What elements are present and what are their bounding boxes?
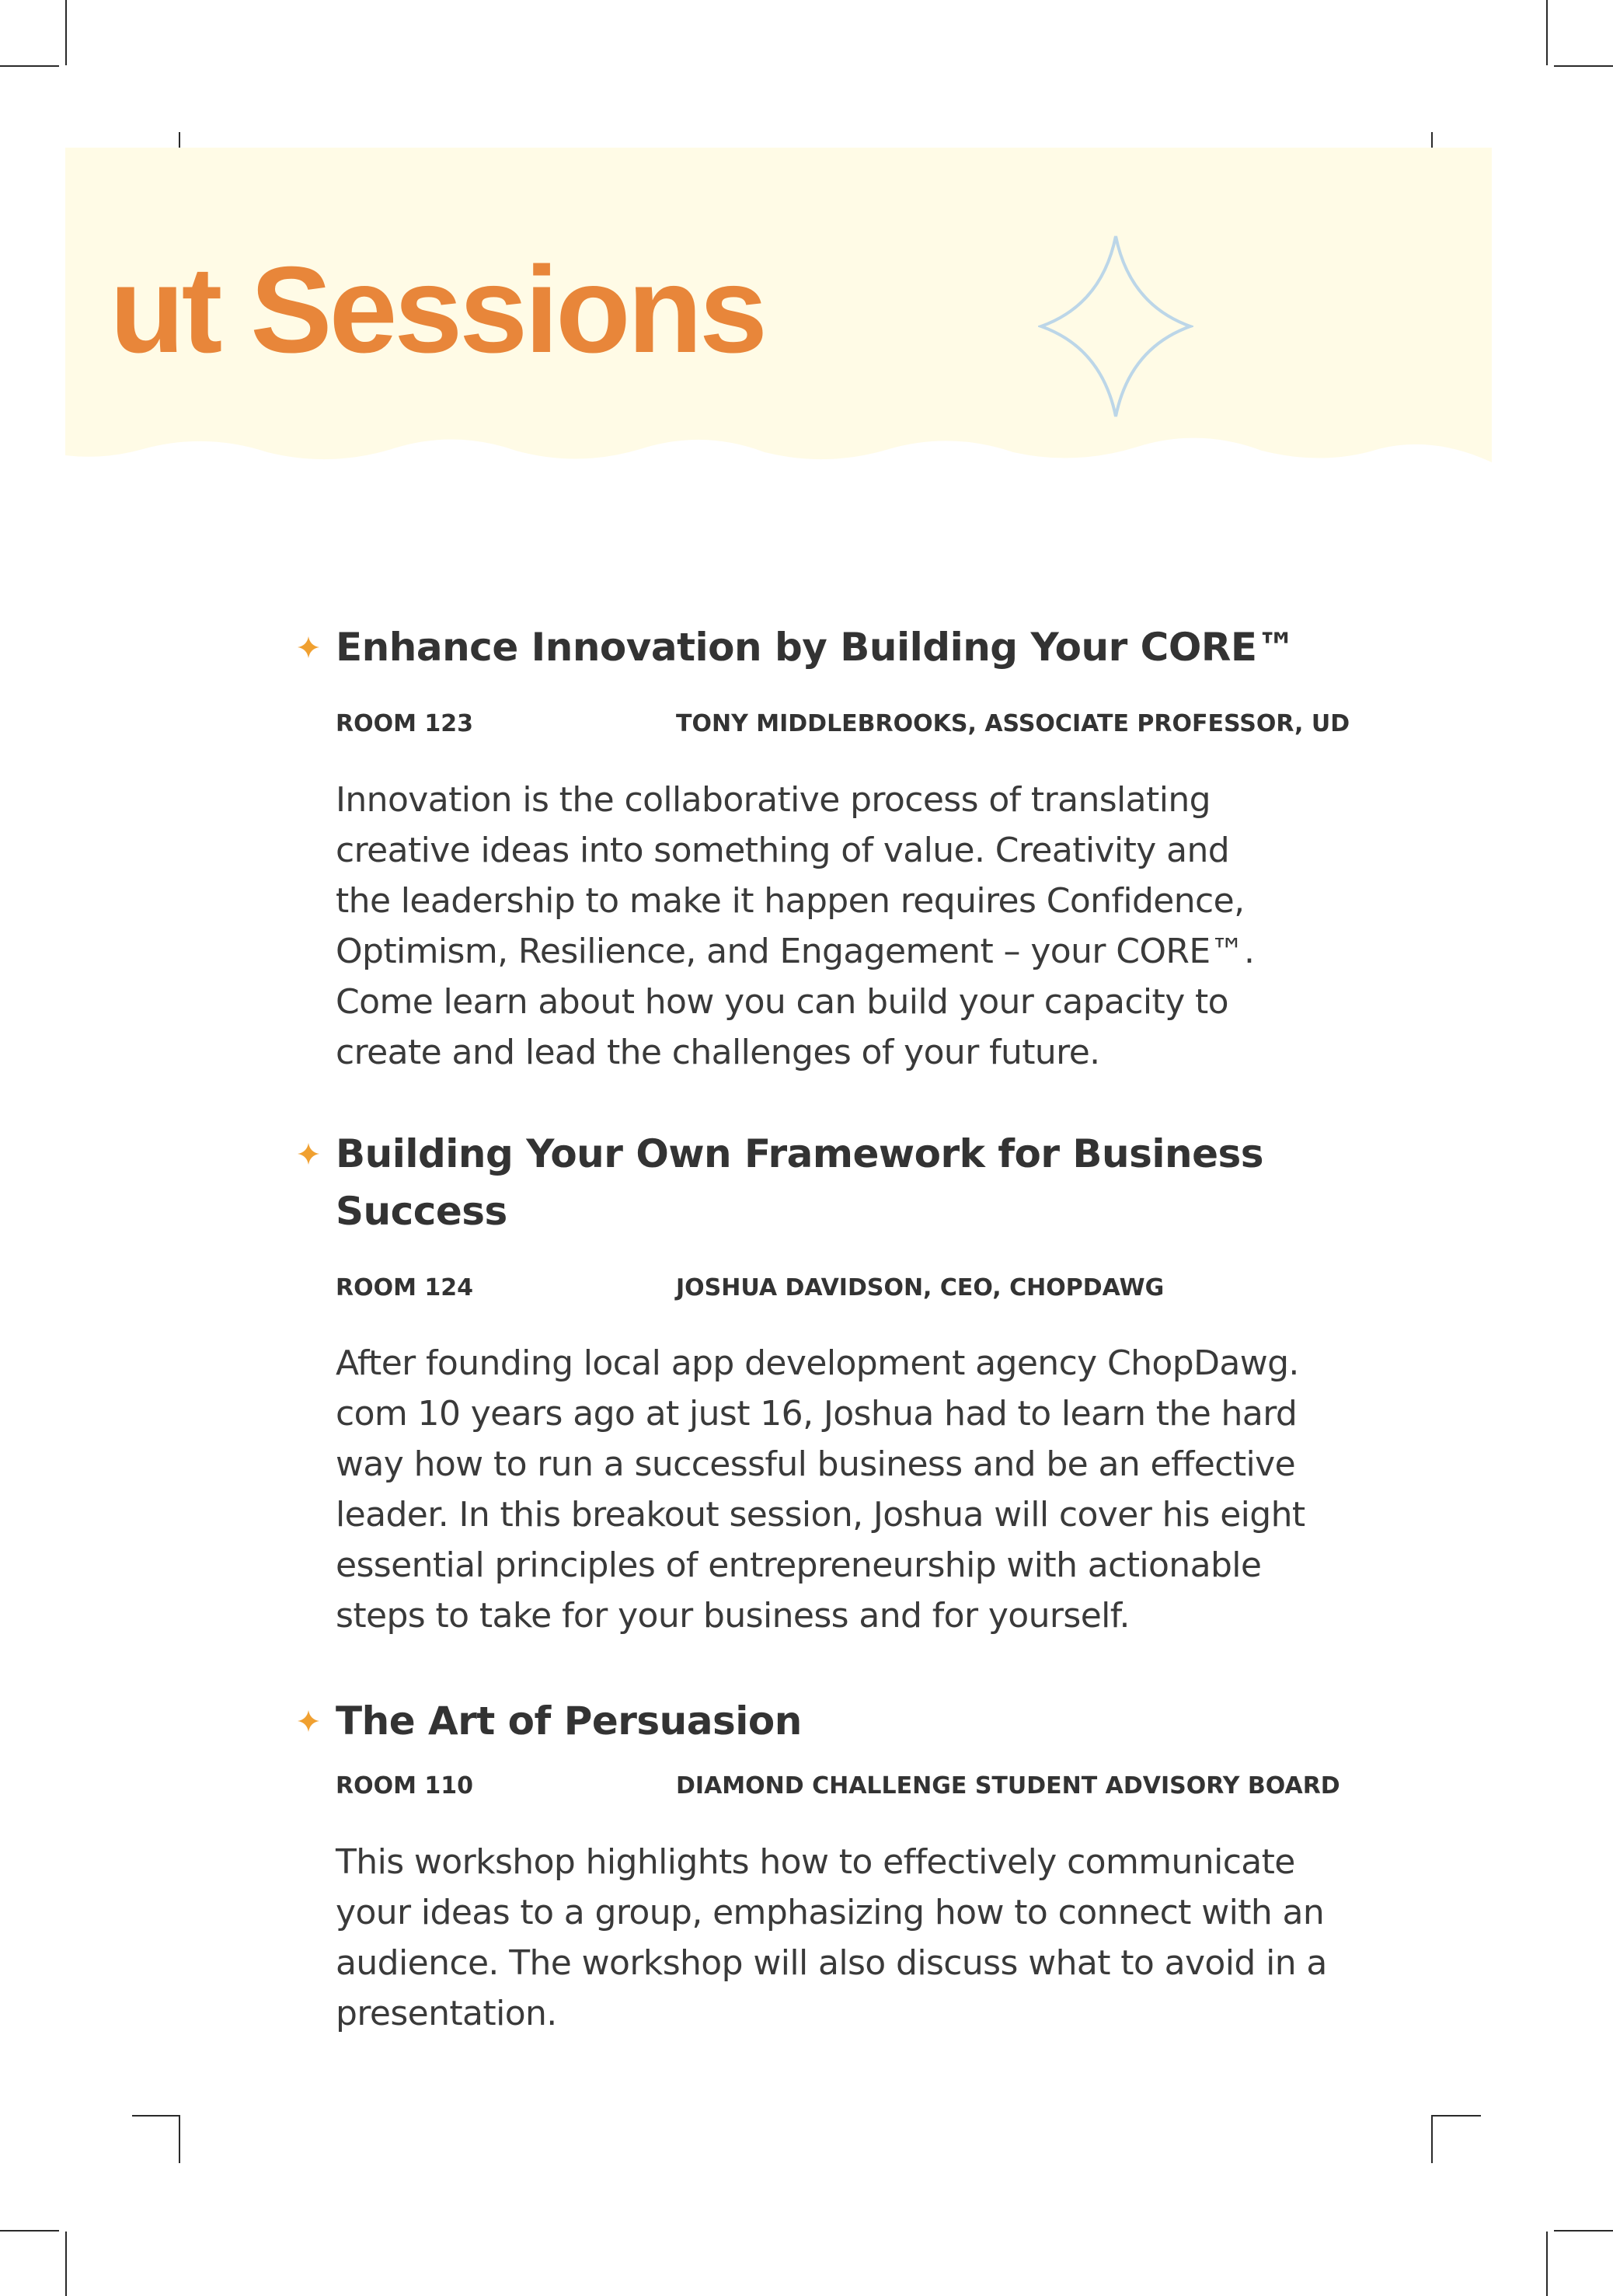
crop-mark	[0, 65, 59, 67]
crop-mark	[0, 2230, 59, 2232]
session-room: ROOM 123	[336, 710, 474, 737]
session-description: After founding local app development agency ChopDawg. com 10 years ago at just 16, Joshua had to learn the hard way how to run a successful business and be an effective leader. In this breakout session, Joshua will cover his eight essential principles of entrepreneurship with actionable steps to take for your business and for yourself.	[336, 1343, 1305, 1636]
session-speaker: TONY MIDDLEBROOKS, ASSOCIATE PROFESSOR, UD	[676, 710, 1350, 737]
session-title: Building Your Own Framework for Business Success	[336, 1131, 1264, 1234]
crop-mark	[1554, 2230, 1613, 2232]
session-description: Innovation is the collaborative process of translating creative ideas into something of value. Creativity and the leadership to make it happen requires Confidence, Optimism, Resilience, and Engagement – your CORE™. Come learn about how you can build your capacity to create and lead the challenges of your future.	[336, 780, 1255, 1072]
session-room: ROOM 124	[336, 1274, 474, 1301]
trim-mark	[1431, 2115, 1481, 2117]
trim-mark	[179, 2115, 180, 2163]
trim-mark	[1431, 2115, 1433, 2163]
session-speaker: DIAMOND CHALLENGE STUDENT ADVISORY BOARD	[676, 1772, 1340, 1800]
sparkle-icon	[1038, 233, 1193, 420]
crop-mark	[1546, 0, 1548, 65]
crop-mark	[1554, 65, 1613, 67]
crop-mark	[65, 0, 67, 65]
diamond-bullet-icon	[297, 636, 320, 659]
diamond-bullet-icon	[297, 1709, 320, 1733]
crop-mark	[65, 2232, 67, 2296]
session-title: Enhance Innovation by Building Your CORE™	[336, 625, 1295, 670]
trim-mark	[132, 2115, 180, 2117]
diamond-bullet-icon	[297, 1142, 320, 1165]
session-speaker: JOSHUA DAVIDSON, CEO, CHOPDAWG	[676, 1274, 1165, 1301]
session-title: The Art of Persuasion	[336, 1698, 802, 1744]
page-title: ut Sessions	[110, 249, 765, 378]
crop-mark	[1546, 2232, 1548, 2296]
session-description: This workshop highlights how to effectively communicate your ideas to a group, emphasizing how to connect with an audience. The workshop will also discuss what to avoid in a presentation.	[336, 1842, 1327, 2033]
session-room: ROOM 110	[336, 1772, 474, 1800]
